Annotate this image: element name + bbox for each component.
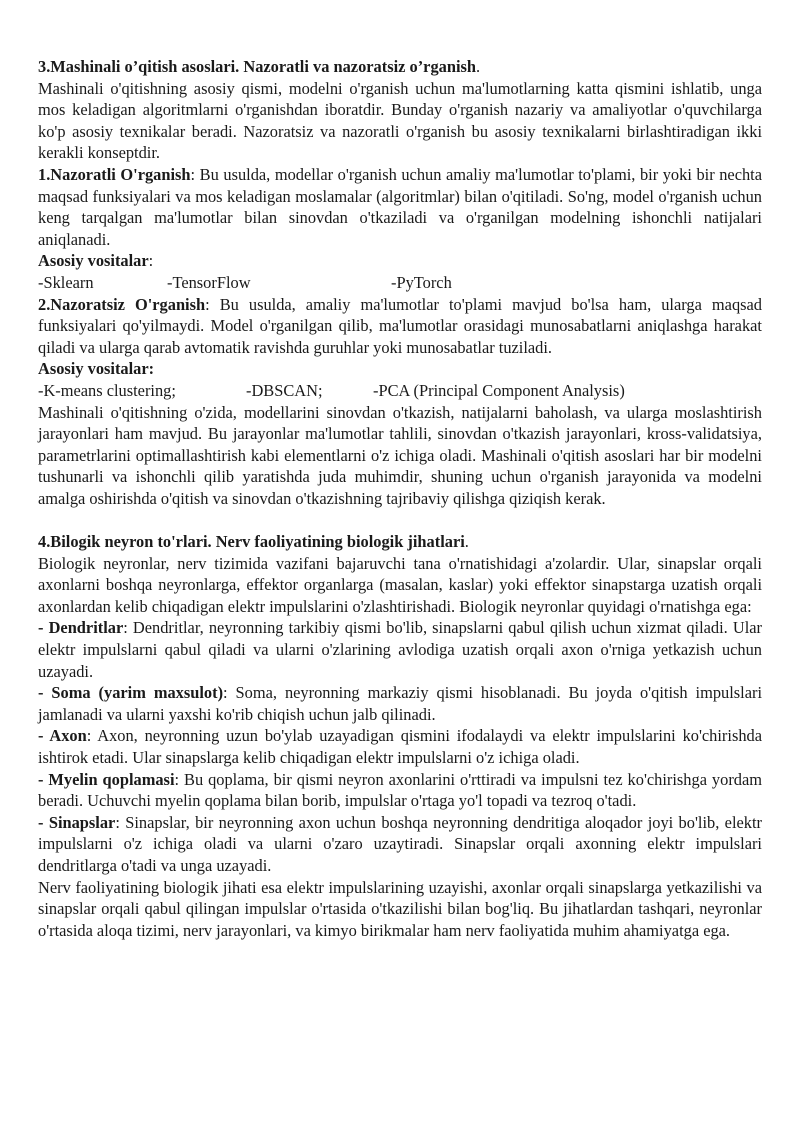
section-spacer — [38, 509, 762, 531]
item-text: : Bu qoplama, bir qismi neyron axonlarini o'rttiradi va impulsni tez ko'chirishga yordam beradi. Uchuvchi myelin qoplama bilan borib, impulslar o'rtaga yo'l topadi va tezroq o'tadi. — [38, 769, 762, 811]
section-4-closing: Nerv faoliyatining biologik jihati esa elektr impulslarining uzayishi, axonlar orqali sinapslarga yetkazilishi va sinapslar orqali qabul qilingan impulslar o'rtasida o'tkazilishi bilan bog'liq. Bu jihatlardan tashqari, neyronlar o'rtasida aloqa tizimi, nerv jarayonlari, va kimyo birikmalar ham nerv faoliyatida muhim ahamiyatga ega. — [38, 877, 762, 940]
supervised-heading: 1.Nazoratli O'rganish — [38, 164, 191, 184]
tool-item: -TensorFlow — [167, 272, 251, 292]
supervised-text: : Bu usulda, modellar o'rganish uchun amaliy ma'lumotlar to'plami, bir yoki bir nechta maqsad funksiyalari va mos keladigan moslamalar (algoritmlar) bilan o'qitiladi. So'ng, model o'rganish uchun keng tarqalgan ma'lumotlar bilan sinovdan o'tkaziladi va o'rganilgan modelning ishonchli natijalari aniqlanadi. — [38, 164, 762, 249]
section-3-title-period: . — [476, 57, 481, 76]
item-term: - Soma (yarim maxsulot) — [38, 683, 224, 703]
supervised-tools-colon: : — [148, 251, 154, 271]
unsupervised-tools-heading-line — [38, 358, 762, 380]
item-term: - Dendritlar — [38, 618, 124, 638]
unsupervised-heading: 2.Nazoratsiz O'rganish — [38, 294, 206, 314]
supervised-paragraph — [38, 164, 762, 250]
section-3-title-text: 3.Mashinali o’qitish asoslari. Nazoratli va nazoratsiz o’rganish — [38, 57, 476, 76]
tool-item: -K-means clustering; — [38, 380, 176, 400]
unsupervised-text: : Bu usulda, amaliy ma'lumotlar to'plami mavjud bo'lsa ham, ularga maqsad funksiyalari qo'yilmaydi. Model o'rganilgan qilib, ma'lumotlar orasidagi munosabatlarni aniqlashga harakat qiladi va ularga qarab avtomatik ravishda guruhlar yoki munosabatlar tuziladi. — [38, 294, 762, 357]
section-4-title — [38, 531, 762, 553]
item-text: : Axon, neyronning uzun bo'ylab uzayadigan qismini ifodalaydi va elektr impulslarini ko'chirishda ishtirok etadi. Ular sinapslarga kelib chiqadigan elektr impulslarni o'z ichiga oladi. — [38, 726, 762, 767]
section-4-title-period: . — [464, 532, 469, 552]
section-4-title-text: 4.Bilogik neyron to'rlari. Nerv faoliyatining biologik jihatlari — [38, 532, 465, 552]
section-4-intro: Biologik neyronlar, nerv tizimida vazifani bajaruvchi tana o'rnatishidagi a'zolardir. Ular, sinapslar orqali axonlarni boshqa neyronlarga, effektor organlarga (masalan, kaslar) yoki effektor sinapstarga uzatish orqali axonlardan kelib chiqadigan elektr impulslarini o'zlashtirishadi. Biologik neyronlar quyidagi o'rnatishga ega: — [38, 553, 762, 616]
tool-item: -DBSCAN; — [246, 380, 323, 400]
item-text: : Dendritlar, neyronning tarkibiy qismi bo'lib, sinapslarni qabul qilish uchun xizmat qiladi. Ular elektr impulslarni qabul qiladi va ularni o'zlarining avlodiga uzatish orqali axon o'rniga yetkazish uchun uzayadi. — [38, 618, 762, 681]
list-item — [38, 769, 762, 812]
supervised-tools-heading-line — [38, 250, 762, 272]
tool-item: -Sklearn — [38, 272, 94, 292]
section-3-intro: Mashinali o'qitishning asosiy qismi, modelni o'rganish uchun ma'lumotlarning katta qismini ishlatib, unga mos keladigan algoritmlarni o'rganishdan iboratdir. Bunday o'rganish nazariy va amaliyotlar o'quvchilarga ko'p asosiy texnikalar beradi. Nazoratsiz va nazoratli o'rganish bu asosiy texnikalarni birlashtiradigan ikki kerakli konseptdir. — [38, 78, 762, 163]
supervised-tools-list — [38, 272, 762, 294]
item-text: : Sinapslar, bir neyronning axon uchun boshqa neyronning dendritiga aloqador joyi bo'lib, elektr impulslarni o'z ichiga oladi va ularni o'zaro uzaytiradi. Sinapslar orqali axonning elektr impulslari dendritlarga o'tadi va unga uzayadi. — [38, 812, 762, 875]
tool-item: -PCA (Principal Component Analysis) — [373, 380, 625, 400]
unsupervised-tools-heading: Asosiy vositalar: — [38, 359, 155, 379]
item-term: - Sinapslar — [38, 812, 116, 832]
list-item — [38, 725, 762, 768]
supervised-tools-heading: Asosiy vositalar — [38, 251, 149, 271]
item-term: - Axon — [38, 726, 87, 746]
item-term: - Myelin qoplamasi — [38, 769, 175, 789]
unsupervised-paragraph — [38, 294, 762, 359]
list-item — [38, 682, 762, 725]
tool-item: -PyTorch — [391, 272, 452, 292]
section-3-title — [38, 56, 762, 78]
list-item — [38, 812, 762, 877]
section-3-closing: Mashinali o'qitishning o'zida, modellarini sinovdan o'tkazish, natijalarni baholash, va ularga moslashtirish jarayonlari ham mavjud. Bu jarayonlar ma'lumotlar tahlili, sinovdan o'tkazish jarayonlari, kross-validatsiya, parametrlarini optimallashtirish kabi elementlarni o'z ichiga oladi. Mashinali o'qitish asoslari har bir modelni tushunarli va ishonchli qilib yaratishda juda muhimdir, shuning uchun o'rganish jarayonida va modelni amalga oshirishda o'qitish va sinovdan o'tkazishning tajribaviy qilishga qiziqish kerak. — [38, 402, 762, 508]
list-item — [38, 617, 762, 682]
unsupervised-tools-list — [38, 380, 762, 402]
item-text: : Soma, neyronning markaziy qismi hisoblanadi. Bu joyda o'qitish impulslari jamlanadi va ularni yaxshi ko'rib chiqish uchun jalb qilinadi. — [38, 683, 762, 724]
